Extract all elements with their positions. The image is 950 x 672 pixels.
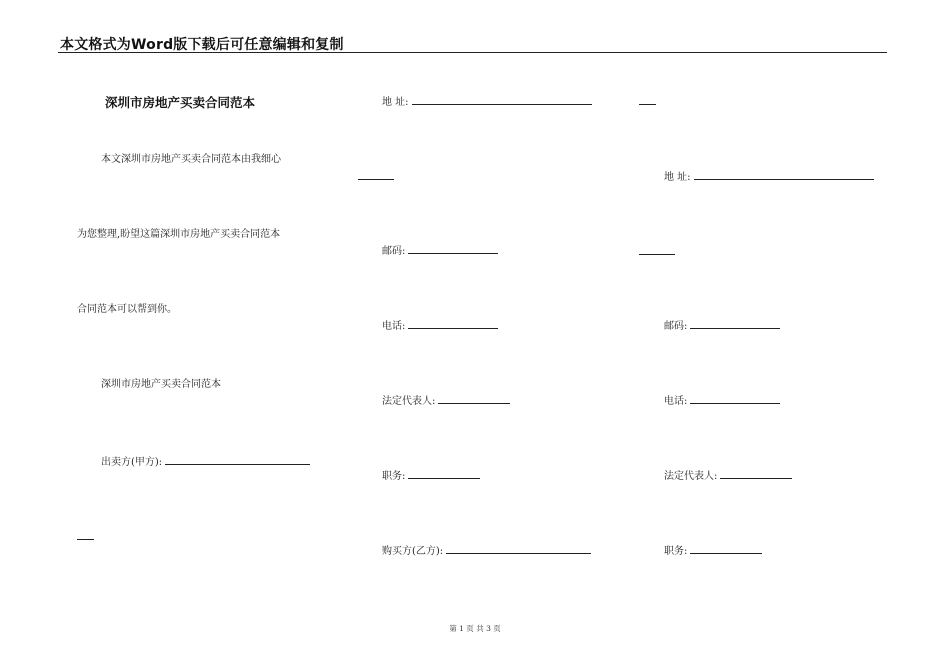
seller-address-continuation-blank[interactable] [358,179,394,180]
seller-address-label: 地 址: [382,97,409,108]
buyer-position-field [664,543,762,558]
buyer-address-continuation-blank[interactable] [639,254,675,255]
seller-legal-rep-label: 法定代表人: [382,396,436,407]
buyer-postcode-blank[interactable] [690,318,780,329]
seller-phone-field [382,318,498,333]
seller-phone-label: 电话: [382,321,406,332]
buyer-phone-label: 电话: [664,396,688,407]
buyer-position-blank[interactable] [690,543,762,554]
seller-phone-blank[interactable] [408,318,498,329]
intro-line-2: 为您整理,盼望这篇深圳市房地产买卖合同范本 [77,229,281,240]
page-number-footer: 第 1 页 共 3 页 [449,624,501,633]
buyer-address-field [664,169,874,184]
buyer-phone-field [664,393,780,408]
buyer-field [382,543,591,558]
buyer-address-blank[interactable] [694,169,874,180]
buyer-postcode-field [664,318,780,333]
seller-blank[interactable] [165,454,310,465]
seller-label: 出卖方(甲方): [101,457,163,468]
buyer-legal-rep-field [664,468,792,483]
buyer-position-label: 职务: [664,546,688,557]
seller-legal-rep-blank[interactable] [438,393,510,404]
header-rule [58,52,887,53]
buyer-legal-rep-label: 法定代表人: [664,471,718,482]
seller-field [101,454,310,469]
contract-title: 深圳市房地产买卖合同范本 [105,95,256,110]
seller-address-blank[interactable] [412,94,592,105]
buyer-address-label: 地 址: [664,172,691,183]
buyer-postcode-label: 邮码: [664,321,688,332]
buyer-phone-blank[interactable] [690,393,780,404]
seller-continuation-blank[interactable] [77,539,94,540]
seller-legal-rep-field [382,393,510,408]
buyer-blank[interactable] [446,543,591,554]
intro-line-1: 本文深圳市房地产买卖合同范本由我细心 [101,154,281,165]
seller-position-field [382,468,480,483]
buyer-label: 购买方(乙方): [382,546,444,557]
contract-subtitle: 深圳市房地产买卖合同范本 [101,379,221,390]
intro-line-3: 合同范本可以帮到你。 [77,304,177,315]
seller-postcode-label: 邮码: [382,246,406,257]
document-header-title: 本文格式为Word版下载后可任意编辑和复制 [60,37,344,53]
seller-position-label: 职务: [382,471,406,482]
seller-address-field [382,94,592,109]
seller-position-blank[interactable] [408,468,480,479]
buyer-continuation-blank[interactable] [639,104,656,105]
seller-postcode-field [382,243,498,258]
buyer-legal-rep-blank[interactable] [720,468,792,479]
seller-postcode-blank[interactable] [408,243,498,254]
